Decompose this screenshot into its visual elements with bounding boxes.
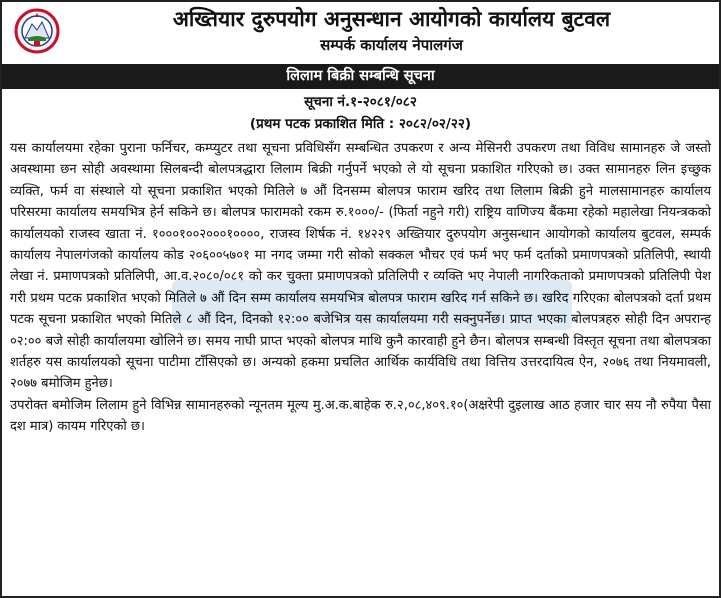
notice-number: सूचना नं.१-२०८१/०८२ xyxy=(304,94,417,110)
notice-body xyxy=(10,138,711,438)
office-subtitle: सम्पर्क कार्यालय नेपालगंज xyxy=(320,36,463,54)
nepal-government-emblem-icon xyxy=(14,8,60,54)
notice-banner: लिलाम बिक्री सम्बन्धि सूचना xyxy=(2,64,719,89)
publication-date: (प्रथम पटक प्रकाशित मिति : २०८२/०२/२२) xyxy=(249,116,472,132)
body-paragraph-1: यस कार्यालयमा रहेका पुराना फर्निचर, कम्प्युटर तथा सूचना प्रविधिसँग सम्बन्धित उपकरण र अन्य मेसिनरी उपकरण तथा विविध सामानहरु जे जस्तो अवस्थामा छन सोही अवस्थामा सिलबन्दी बोलपत्रद्धारा लिलाम बिक्री गर्नुपर्ने भएको ले यो सूचना प्रकाशित गरिएको छ। उक्त सामानहरु लिन इच्छुक व्यक्ति, फर्म वा संस्थाले यो सूचना प्रकाशित भएको मितिले ७ औं दिनसम्म बोलपत्र फाराम खरिद तथा लिलाम बिक्री हुने मालसामानहरु कार्यालय परिसरमा कार्यालय समयभित्र हेर्न सकिने छ। बोलपत्र फारामको रकम रु.१०००/- (फिर्ता नहुने गरी) राष्ट्रिय वाणिज्य बैंकमा रहेको महालेखा नियन्त्रकको कार्यालयको राजस्व खाता नं. १०००१००२०००१००००, राजस्व शिर्षक नं. १४२२९ अख्तियार दुरुपयोग अनुसन्धान आयोगको कार्यालय बुटवल, सम्पर्क कार्यालय नेपालगंजको कार्यालय कोड २०६००५७०१ मा नगद जम्मा गरी सोको सक्कल भौचर एवं फर्म भए फर्म दर्ताको प्रमाणपत्रको प्रतिलिपी, स्थायी लेखा नं. प्रमाणपत्रको प्रतिलिपी, आ.व.२०८०/०८१ को कर चुक्ता प्रमाणपत्रको प्रतिलिपी र व्यक्ति भए नेपाली नागरिकताको प्रमाणपत्रको प्रतिलिपी पेश गरी प्रथम पटक प्रकाशित भएको मितिले ७ औं दिन सम्म कार्यालय समयभित्र बोलपत्र फाराम खरिद गर्न सकिने छ। खरिद गरिएका बोलपत्रको दर्ता प्रथम पटक सूचना प्रकाशित भएको मितिले ८ औं दिन, दिनको १२:०० बजेभित्र यस कार्यालयमा गरी सक्नुपर्नेछ। प्राप्त भएका बोलपत्रहरु सोही दिन अपरान्ह ०२:०० बजे सोही कार्यालयमा खोलिने छ। समय नाघी प्राप्त भएको बोलपत्र माथि कुनै कारवाही हुने छैन। बोलपत्र सम्बन्धी विस्तृत सूचना तथा बोलपत्रका शर्तहरु यस कार्यालयको सूचना पाटीमा टाँसिएको छ। अन्यको हकमा प्रचलित आर्थिक कार्यविधि तथा वित्तिय उत्तरदायित्व ऐन, २०७६ तथा नियमावली, २०७७ बमोजिम हुनेछ। xyxy=(10,141,711,392)
office-title: अख्तियार दुरुपयोग अनुसन्धान आयोगको कार्यालय बुटवल xyxy=(172,7,611,31)
body-paragraph-2: उपरोक्त बमोजिम लिलाम हुने विभिन्न सामानहरुको न्यूनतम मूल्य मु.अ.क.बाहेक रु.२,०८,४०९.१०(अक्षरेपी दुइलाख आठ हजार चार सय नौ रुपैया पैसा दश मात्र) कायम गरिएको छ। xyxy=(10,397,711,435)
